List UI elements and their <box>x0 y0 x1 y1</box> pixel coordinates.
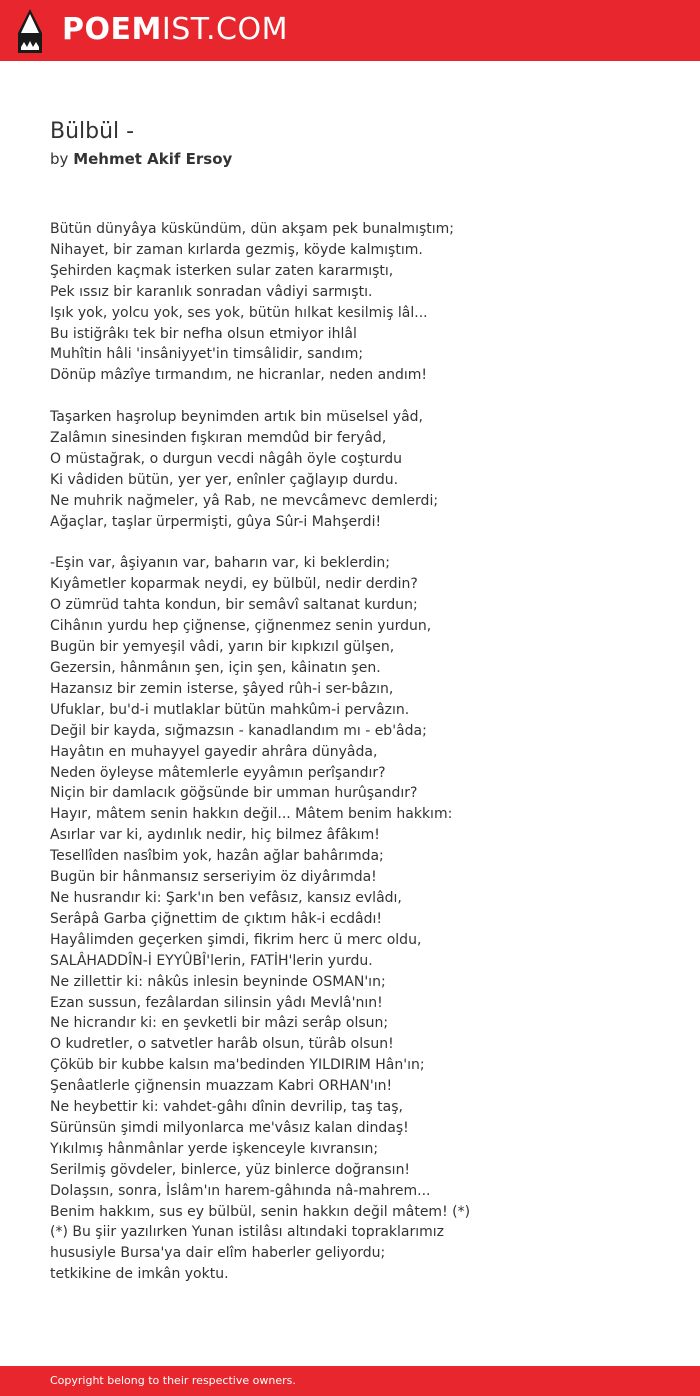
poem-line: Muhîtin hâli 'insâniyyet'in timsâlidir, sandım; <box>50 346 364 363</box>
poem-line: Bu istiğrâkı tek bir nefha olsun etmiyor ihlâl <box>50 325 357 342</box>
poem-line: Hayâlimden geçerken şimdi, fikrim herc ü merc oldu, <box>50 931 422 948</box>
poem-line: Ki vâdiden bütün, yer yer, enînler çağlayıp durdu. <box>50 471 399 488</box>
poem-line: Niçin bir damlacık göğsünde bir umman hurûşandır? <box>50 785 418 802</box>
poem-line: Çöküb bir kubbe kalsın ma'bedinden YILDIRIM Hân'ın; <box>50 1057 425 1074</box>
poem-line: Hayır, mâtem senin hakkın değil... Mâtem benim hakkım: <box>50 806 453 823</box>
poem-body <box>50 219 670 1306</box>
poem-line: Bütün dünyâya küskündüm, dün akşam pek bunalmıştım; <box>50 221 454 237</box>
site-header <box>0 0 700 61</box>
poem-line: Tesellîden nasîbim yok, hazân ağlar bahârımda; <box>50 848 384 865</box>
poem-line: Dönüp mâzîye tırmandım, ne hicranlar, neden andım! <box>50 367 428 384</box>
poem-line: Serâpâ Garba çiğnettim de çıktım hâk-i ecdâdı! <box>50 910 382 927</box>
poem-line: Asırlar var ki, aydınlık nedir, hiç bilmez âfâkım! <box>50 827 380 844</box>
poem-line: Neden öyleyse mâtemlerle eyyâmın perîşandır? <box>50 764 386 781</box>
poem-line: SALÂHADDÎN-İ EYYÛBÎ'lerin, FATİH'lerin yurdu. <box>50 952 373 969</box>
author-name[interactable]: Mehmet Akif Ersoy <box>73 150 233 168</box>
poem-line: Cihânın yurdu hep çiğnense, çiğnenmez senin yurdun, <box>50 618 432 635</box>
poem-line: Ne heybettir ki: vahdet-gâhı dînin devrilip, taş taş, <box>50 1099 403 1116</box>
logo-bold-text: POEM <box>62 12 162 47</box>
poem-line: Şenâatlerle çiğnensin muazzam Kabri ORHAN'ın! <box>50 1078 393 1095</box>
by-label: by <box>50 150 69 168</box>
poem-line: O kudretler, o satvetler harâb olsun, türâb olsun! <box>50 1036 394 1053</box>
poem-line: tetkikine de imkân yoktu. <box>50 1266 229 1283</box>
poem-line: Işık yok, yolcu yok, ses yok, bütün hılkat kesilmiş lâl... <box>50 304 428 321</box>
poem-line: -Eşin var, âşiyanın var, baharın var, ki beklerdin; <box>50 555 390 572</box>
poem-line: O müstağrak, o durgun vecdi nâgâh öyle coşturdu <box>50 450 402 467</box>
poem-line: O zümrüd tahta kondun, bir semâvî saltanat kurdun; <box>50 597 418 614</box>
poem-line: Sürünsün şimdi milyonlarca me'vâsız kalan dindaş! <box>50 1119 409 1136</box>
poem-stanza <box>50 219 670 386</box>
poem-line: Şehirden kaçmak isterken sular zaten kararmıştı, <box>50 262 394 279</box>
poem-line: Hayâtın en muhayyel gayedir ahrâra dünyâda, <box>50 743 378 760</box>
poem-line: Değil bir kayda, sığmazsın - kanadlandım mı - eb'âda; <box>50 722 427 739</box>
poem-line: Ağaçlar, taşlar ürpermişti, gûya Sûr-i Mahşerdi! <box>50 513 382 530</box>
poem-line: Ne hicrandır ki: en şevketli bir mâzi serâp olsun; <box>50 1015 389 1032</box>
poem-line: Nihayet, bir zaman kırlarda gezmiş, köyde kalmıştım. <box>50 241 423 258</box>
poem-line: Bugün bir hânmansız serseriyim öz diyârımda! <box>50 869 377 886</box>
poem-line: Bugün bir yemyeşil vâdi, yarın bir kıpkızıl gülşen, <box>50 639 395 656</box>
poem-line: Kıyâmetler koparmak neydi, ey bülbül, nedir derdin? <box>50 576 418 593</box>
poem-line: Serilmiş gövdeler, binlerce, yüz binlerce doğransın! <box>50 1161 411 1178</box>
poem-line: Ne husrandır ki: Şark'ın ben vefâsız, kansız evlâdı, <box>50 889 402 906</box>
poem-line: Yıkılmış hânmânlar yerde işkenceyle kıvransın; <box>50 1140 379 1157</box>
poem-line: Ne zillettir ki: nâkûs inlesin beyninde OSMAN'ın; <box>50 973 386 990</box>
poem-line: Taşarken haşrolup beynimden artık bin müselsel yâd, <box>50 409 423 426</box>
poem-line: Zalâmın sinesinden fışkıran memdûd bir feryâd, <box>50 430 387 447</box>
poem-line: Ezan sussun, fezâlardan silinsin yâdı Mevlâ'nın! <box>50 994 383 1011</box>
poem-line: Ne muhrik nağmeler, yâ Rab, ne mevcâmevc demlerdi; <box>50 492 439 509</box>
poem-stanza <box>50 553 670 1285</box>
poem-byline <box>50 149 232 169</box>
pencil-logo-icon[interactable] <box>17 9 43 53</box>
site-footer <box>0 1366 700 1396</box>
poem-line: Dolaşsın, sonra, İslâm'ın harem-gâhında nâ-mahrem... <box>50 1182 431 1199</box>
logo-light-text: IST.COM <box>161 12 288 47</box>
poem-line: Benim hakkım, sus ey bülbül, senin hakkın değil mâtem! (*) <box>50 1203 471 1220</box>
poem-line: Ufuklar, bu'd-i mutlaklar bütün mahkûm-i pervâzın. <box>50 701 410 718</box>
poem-title: Bülbül - <box>50 119 135 144</box>
copyright-text: Copyright belong to their respective owners. <box>50 1374 296 1387</box>
poem-line: Pek ıssız bir karanlık sonradan vâdiyi sarmıştı. <box>50 283 373 300</box>
poem-line: Hazansız bir zemin isterse, şâyed rûh-i ser-bâzın, <box>50 680 394 697</box>
site-logo[interactable] <box>62 12 288 48</box>
poem-line: Gezersin, hânmânın şen, için şen, kâinatın şen. <box>50 660 381 676</box>
poem-stanza <box>50 407 670 532</box>
poem-line: hususiyle Bursa'ya dair elîm haberler geliyordu; <box>50 1245 386 1262</box>
poem-line: (*) Bu şiir yazılırken Yunan istilâsı altındaki topraklarımız <box>50 1224 445 1241</box>
